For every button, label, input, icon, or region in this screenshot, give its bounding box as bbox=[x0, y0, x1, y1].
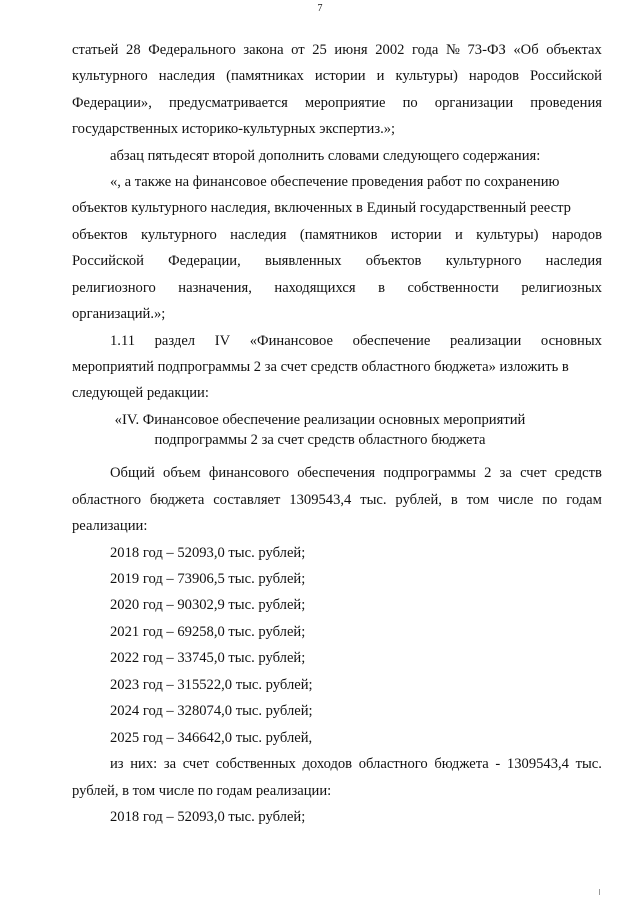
word: наследия bbox=[230, 227, 287, 243]
word: выявленных bbox=[264, 253, 342, 269]
word: назначения, bbox=[178, 280, 252, 296]
text-line: реализации: bbox=[72, 518, 148, 534]
text-line bbox=[110, 332, 602, 350]
word: в bbox=[450, 492, 458, 508]
word: объем bbox=[163, 465, 201, 481]
word: июня bbox=[334, 42, 368, 58]
page-number: 7 bbox=[317, 3, 323, 14]
word: из bbox=[110, 756, 124, 772]
year-line: 2024 год – 328074,0 тыс. рублей; bbox=[110, 703, 313, 719]
word: находящихся bbox=[274, 280, 356, 296]
word: по bbox=[402, 95, 418, 111]
year-line: 2019 год – 73906,5 тыс. рублей; bbox=[110, 571, 306, 587]
word: истории bbox=[390, 227, 442, 243]
word: 1309543,4 bbox=[289, 492, 352, 508]
word: (памятников bbox=[299, 227, 378, 243]
word: бюджета bbox=[434, 756, 489, 772]
word: IV bbox=[214, 333, 231, 349]
word: истории bbox=[314, 68, 366, 84]
word: народов bbox=[468, 68, 519, 84]
text-line: абзац пятьдесят второй дополнить словами следующего содержания: bbox=[110, 148, 541, 164]
word: обеспечения bbox=[297, 465, 376, 481]
word: от bbox=[291, 42, 305, 58]
text-line: «, а также на финансовое обеспечение проведения работ по сохранению bbox=[110, 174, 560, 190]
word: 73-ФЗ bbox=[467, 42, 506, 58]
word: объектах bbox=[546, 42, 602, 58]
word: года bbox=[411, 42, 439, 58]
text-line bbox=[72, 67, 602, 85]
word: тыс. bbox=[360, 492, 387, 508]
text-line bbox=[72, 491, 602, 509]
word: - bbox=[495, 756, 501, 772]
year-line: 2021 год – 69258,0 тыс. рублей; bbox=[110, 624, 306, 640]
word: счет bbox=[520, 465, 547, 481]
word: Общий bbox=[110, 465, 155, 481]
word: раздел bbox=[154, 333, 196, 349]
word: тыс. bbox=[575, 756, 602, 772]
word: средств bbox=[554, 465, 602, 481]
word: реализации bbox=[449, 333, 522, 349]
word: народов bbox=[551, 227, 602, 243]
text-line bbox=[72, 226, 602, 244]
word: собственных bbox=[215, 756, 296, 772]
year-line: 2025 год – 346642,0 тыс. рублей, bbox=[110, 730, 313, 746]
word: 28 bbox=[126, 42, 141, 58]
year-line: 2023 год – 315522,0 тыс. рублей; bbox=[110, 677, 313, 693]
year-line: 2020 год – 90302,9 тыс. рублей; bbox=[110, 597, 306, 613]
text-line bbox=[110, 464, 602, 482]
word: доходов bbox=[302, 756, 353, 772]
word: предусматривается bbox=[168, 95, 288, 111]
word: культурного bbox=[445, 253, 522, 269]
word: закона bbox=[243, 42, 284, 58]
word: культуры) bbox=[476, 227, 539, 243]
word: составляет bbox=[213, 492, 281, 508]
word: них: bbox=[130, 756, 158, 772]
year-line: 2022 год – 33745,0 тыс. рублей; bbox=[110, 650, 306, 666]
word: за bbox=[163, 756, 177, 772]
scan-mark bbox=[599, 889, 600, 895]
word: в bbox=[378, 280, 385, 296]
text-line: организаций.»; bbox=[72, 306, 166, 322]
text-line bbox=[110, 755, 602, 773]
word: мероприятие bbox=[304, 95, 386, 111]
word: религиозного bbox=[72, 280, 156, 296]
word: наследия bbox=[545, 253, 602, 269]
word: собственности bbox=[407, 280, 499, 296]
text-line: объектов культурного наследия, включенных в Единый государственный реестр bbox=[72, 200, 571, 216]
word: подпрограммы bbox=[383, 465, 476, 481]
word: «Финансовое bbox=[249, 333, 334, 349]
word: основных bbox=[540, 333, 602, 349]
word: 25 bbox=[312, 42, 327, 58]
word: годам bbox=[566, 492, 602, 508]
year-line: 2018 год – 52093,0 тыс. рублей; bbox=[110, 809, 306, 825]
word: 1.11 bbox=[110, 333, 135, 349]
word: наследия bbox=[158, 68, 216, 84]
word: объектов bbox=[365, 253, 422, 269]
year-line: 2018 год – 52093,0 тыс. рублей; bbox=[110, 545, 306, 561]
word: бюджета bbox=[149, 492, 205, 508]
word: том bbox=[466, 492, 490, 508]
word: 2002 bbox=[375, 42, 405, 58]
word: проведения bbox=[530, 95, 602, 111]
word: Федерации, bbox=[168, 253, 241, 269]
word: и bbox=[376, 68, 385, 84]
word: 2 bbox=[484, 465, 492, 481]
word: областного bbox=[358, 756, 428, 772]
word: обеспечение bbox=[352, 333, 431, 349]
word: Федерации», bbox=[72, 95, 152, 111]
text-line: рублей, в том числе по годам реализации: bbox=[72, 783, 332, 799]
word: культурного bbox=[72, 68, 148, 84]
word: организации bbox=[434, 95, 514, 111]
text-line: мероприятий подпрограммы 2 за счет средств областного бюджета» изложить в bbox=[72, 359, 569, 375]
word: культурного bbox=[141, 227, 217, 243]
text-line: следующей редакции: bbox=[72, 385, 209, 401]
word: и bbox=[454, 227, 463, 243]
text-line bbox=[72, 279, 602, 297]
word: областного bbox=[72, 492, 141, 508]
word: № bbox=[445, 42, 460, 58]
word: религиозных bbox=[521, 280, 602, 296]
text-line bbox=[72, 41, 602, 59]
text-line: государственных историко-культурных экспертиз.»; bbox=[72, 121, 396, 137]
text-line bbox=[72, 94, 602, 112]
word: финансового bbox=[208, 465, 290, 481]
word: по bbox=[542, 492, 558, 508]
word: Российской bbox=[72, 253, 144, 269]
text-line bbox=[72, 252, 602, 270]
section-title-line: подпрограммы 2 за счет средств областного бюджета bbox=[154, 432, 486, 448]
word: счет bbox=[182, 756, 210, 772]
word: (памятниках bbox=[226, 68, 304, 84]
word: рублей, bbox=[395, 492, 442, 508]
section-title-line: «IV. Финансовое обеспечение реализации основных мероприятий bbox=[114, 412, 526, 428]
word: объектов bbox=[72, 227, 128, 243]
word: за bbox=[499, 465, 512, 481]
word: Российской bbox=[530, 68, 602, 84]
word: «Об bbox=[513, 42, 539, 58]
word: Федерального bbox=[148, 42, 236, 58]
word: культуры) bbox=[395, 68, 458, 84]
word: статьей bbox=[72, 42, 119, 58]
word: числе bbox=[497, 492, 534, 508]
word: 1309543,4 bbox=[506, 756, 569, 772]
